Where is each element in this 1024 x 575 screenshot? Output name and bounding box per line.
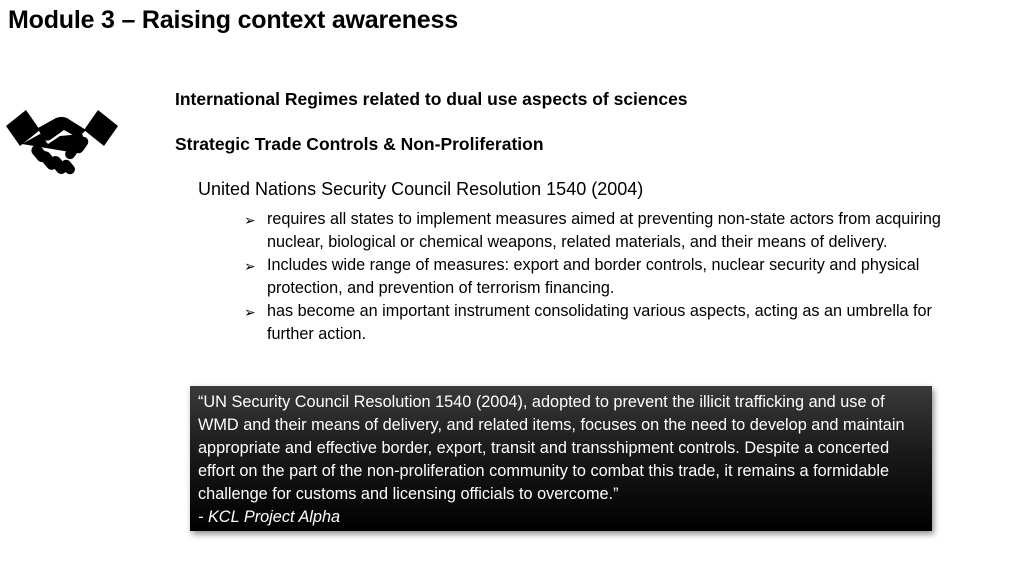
- bullet-list: [244, 208, 964, 346]
- handshake-icon: [4, 104, 120, 180]
- list-item: [244, 300, 964, 346]
- list-item: [244, 208, 964, 254]
- heading-international-regimes: International Regimes related to dual use aspects of sciences: [175, 89, 688, 109]
- quote-box: [190, 386, 932, 531]
- arrow-bullet-icon: ➢: [244, 212, 256, 228]
- subheading-unscr-1540: United Nations Security Council Resolution 1540 (2004): [198, 179, 644, 199]
- arrow-bullet-icon: ➢: [244, 258, 256, 274]
- heading-strategic-trade-controls: Strategic Trade Controls & Non-Proliferation: [175, 134, 544, 154]
- quote-text: “UN Security Council Resolution 1540 (2004), adopted to prevent the illicit trafficking and use of WMD and their means of delivery, and related items, focuses on the need to develop and maintain appropriate and effective border, export, transit and transshipment controls. Despite a concerted effort on the part of the non-proliferation community to combat this trade, it remains a formidable challenge for customs and licensing officials to overcome.”: [198, 393, 905, 503]
- list-item: [244, 254, 964, 300]
- bullet-text: requires all states to implement measures aimed at preventing non-state actors from acquiring nuclear, biological or chemical weapons, related materials, and their means of delivery.: [267, 210, 941, 251]
- slide-title: Module 3 – Raising context awareness: [8, 6, 458, 34]
- arrow-bullet-icon: ➢: [244, 304, 256, 320]
- bullet-text: has become an important instrument consolidating various aspects, acting as an umbrella for further action.: [267, 302, 932, 343]
- quote-source: - KCL Project Alpha: [198, 508, 341, 526]
- bullet-text: Includes wide range of measures: export and border controls, nuclear security and physical protection, and prevention of terrorism financing.: [267, 256, 920, 297]
